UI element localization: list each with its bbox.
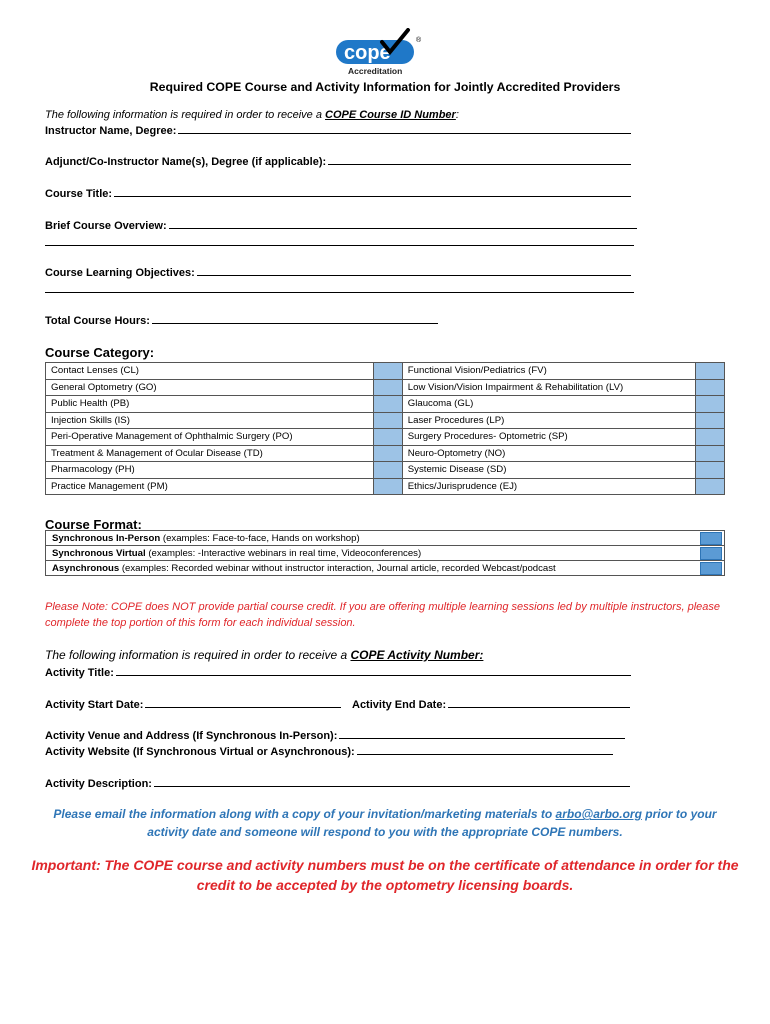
category-row (46, 462, 725, 479)
activity-venue-field[interactable]: Activity Venue and Address (If Synchronous In-Person): (45, 729, 625, 742)
activity-description-field[interactable]: Activity Description: (45, 777, 630, 790)
category-checkbox[interactable] (373, 462, 402, 479)
category-heading: Course Category: (45, 345, 155, 360)
partial-credit-note: Please Note: COPE does NOT provide partial course credit. If you are offering multiple learning sessions led by multiple instructors, please complete the top portion of this form for each individual session. (45, 601, 720, 629)
category-checkbox[interactable] (696, 429, 725, 446)
category-label: Ethics/Jurisprudence (EJ) (402, 478, 695, 495)
activity-start-field[interactable]: Activity Start Date: (45, 698, 341, 711)
category-checkbox[interactable] (696, 462, 725, 479)
category-row (46, 412, 725, 429)
category-checkbox[interactable] (373, 445, 402, 462)
hours-field[interactable]: Total Course Hours: (45, 314, 438, 327)
email-link[interactable]: arbo@arbo.org (555, 807, 642, 821)
category-label: Laser Procedures (LP) (402, 412, 695, 429)
overview-line-2[interactable] (45, 245, 634, 246)
category-label: Functional Vision/Pediatrics (FV) (402, 363, 695, 380)
activity-title-field[interactable]: Activity Title: (45, 666, 631, 679)
category-row (46, 363, 725, 380)
course-title-field[interactable]: Course Title: (45, 187, 631, 200)
format-label: Synchronous In-Person (examples: Face-to-face, Hands on workshop) (46, 531, 699, 546)
adjunct-field[interactable]: Adjunct/Co-Instructor Name(s), Degree (if applicable): (45, 155, 631, 168)
objectives-line-2[interactable] (45, 292, 634, 293)
category-row (46, 396, 725, 413)
category-label: Pharmacology (PH) (46, 462, 374, 479)
category-checkbox[interactable] (373, 379, 402, 396)
format-checkbox[interactable] (700, 547, 722, 560)
svg-text:Accreditation: Accreditation (348, 66, 403, 76)
activity-number-label: COPE Activity Number: (350, 648, 484, 662)
category-checkbox[interactable] (696, 478, 725, 495)
course-id-label: COPE Course ID Number (325, 109, 456, 121)
category-checkbox[interactable] (696, 445, 725, 462)
category-checkbox[interactable] (373, 396, 402, 413)
format-table (45, 530, 725, 576)
category-label: Practice Management (PM) (46, 478, 374, 495)
format-row (46, 546, 725, 561)
category-checkbox[interactable] (373, 478, 402, 495)
overview-field[interactable]: Brief Course Overview: (45, 219, 637, 232)
category-checkbox[interactable] (696, 363, 725, 380)
format-heading: Course Format: (45, 517, 142, 532)
category-checkbox[interactable] (373, 412, 402, 429)
format-label: Asynchronous (examples: Recorded webinar without instructor interaction, Journal article, recorded Webcast/podcast (46, 561, 699, 576)
format-row (46, 531, 725, 546)
category-label: Public Health (PB) (46, 396, 374, 413)
svg-text:®: ® (416, 37, 422, 44)
category-label: Injection Skills (IS) (46, 412, 374, 429)
category-label: Contact Lenses (CL) (46, 363, 374, 380)
category-label: Peri-Operative Management of Ophthalmic Surgery (PO) (46, 429, 374, 446)
format-row (46, 561, 725, 576)
important-note: Important: The COPE course and activity numbers must be on the certificate of attendance in order for the credit to be accepted by the optometry licensing boards. (31, 857, 739, 893)
format-label: Synchronous Virtual (examples: -Interactive webinars in real time, Videoconferences) (46, 546, 699, 561)
format-checkbox-cell[interactable] (698, 531, 725, 546)
objectives-field[interactable]: Course Learning Objectives: (45, 266, 631, 279)
page-title: Required COPE Course and Activity Information for Jointly Accredited Providers (149, 80, 621, 94)
category-label: Surgery Procedures- Optometric (SP) (402, 429, 695, 446)
category-table (45, 362, 725, 495)
email-note: Please email the information along with a copy of your invitation/marketing materials to arbo@arbo.org prior to your activity date and someone will respond to you with the appropriate COPE numbers. (53, 807, 717, 839)
category-row (46, 429, 725, 446)
cope-logo (336, 28, 426, 78)
category-row (46, 379, 725, 396)
category-checkbox[interactable] (696, 396, 725, 413)
category-checkbox[interactable] (373, 363, 402, 380)
format-checkbox[interactable] (700, 562, 722, 575)
category-label: Systemic Disease (SD) (402, 462, 695, 479)
category-row (46, 445, 725, 462)
category-label: Neuro-Optometry (NO) (402, 445, 695, 462)
category-checkbox[interactable] (696, 379, 725, 396)
instructor-field[interactable]: Instructor Name, Degree: (45, 124, 631, 137)
category-label: Low Vision/Vision Impairment & Rehabilitation (LV) (402, 379, 695, 396)
activity-website-field[interactable]: Activity Website (If Synchronous Virtual or Asynchronous): (45, 745, 613, 758)
activity-end-field[interactable]: Activity End Date: (352, 698, 630, 711)
format-checkbox-cell[interactable] (698, 546, 725, 561)
category-row (46, 478, 725, 495)
activity-intro: The following information is required in order to receive a COPE Activity Number: (45, 648, 484, 662)
svg-text:cope: cope (344, 42, 391, 64)
category-label: General Optometry (GO) (46, 379, 374, 396)
category-label: Treatment & Management of Ocular Disease (TD) (46, 445, 374, 462)
course-id-intro: The following information is required in order to receive a COPE Course ID Number: (45, 109, 459, 121)
format-checkbox[interactable] (700, 532, 722, 545)
category-label: Glaucoma (GL) (402, 396, 695, 413)
format-checkbox-cell[interactable] (698, 561, 725, 576)
category-checkbox[interactable] (696, 412, 725, 429)
category-checkbox[interactable] (373, 429, 402, 446)
